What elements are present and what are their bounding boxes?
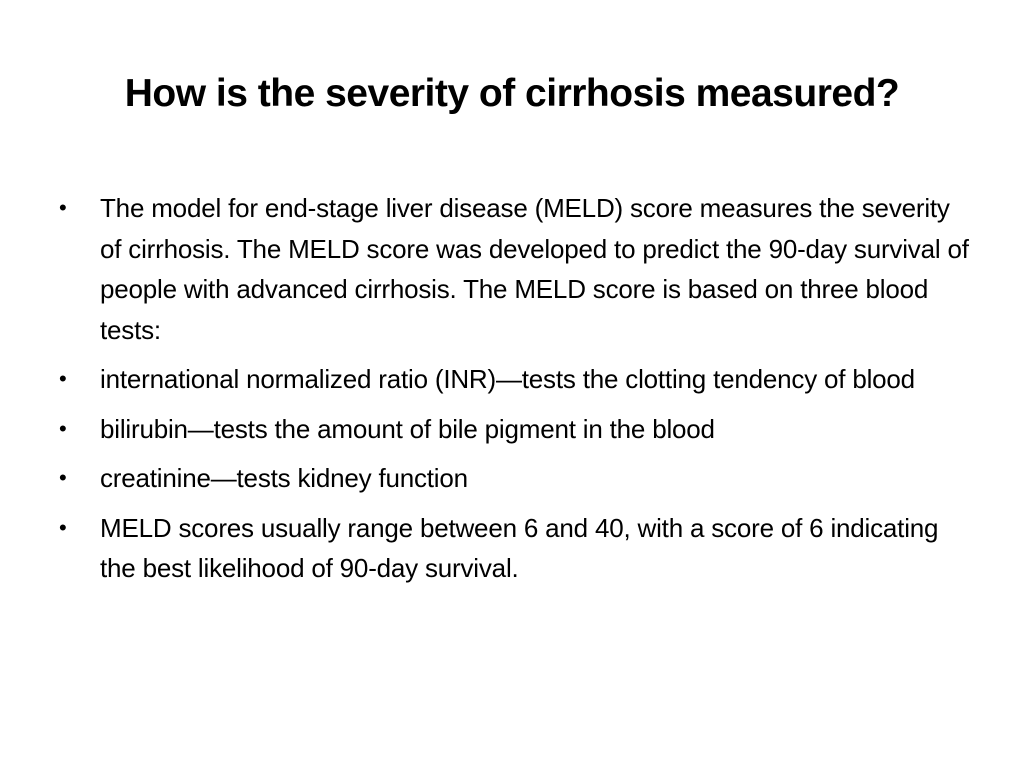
bullet-icon: • (59, 366, 67, 391)
bullet-item-bilirubin (56, 409, 976, 450)
bullet-item-score-range (56, 508, 976, 589)
bullet-text: MELD scores usually range between 6 and 40, with a score of 6 indicating the best likelihood of 90-day survival. (100, 512, 939, 583)
bullet-icon: • (59, 465, 67, 490)
bullet-text: bilirubin—tests the amount of bile pigment in the blood (100, 413, 715, 444)
bullet-icon: • (59, 195, 67, 220)
bullet-item-inr (56, 359, 976, 400)
slide-title: How is the severity of cirrhosis measured? (124, 72, 900, 115)
bullet-icon: • (59, 514, 67, 540)
bullet-list (56, 188, 976, 598)
bullet-icon: • (59, 415, 67, 441)
bullet-item-meld-intro (56, 188, 976, 350)
bullet-text: creatinine—tests kidney function (100, 463, 468, 493)
bullet-text: The model for end-stage liver disease (MELD) score measures the severity of cirrhosis. The MELD score was developed to predict the 90-day survival of people with advanced cirrhosis. The MELD score is based on three blood tests: (100, 193, 969, 345)
bullet-text: international normalized ratio (INR)—tests the clotting tendency of blood (100, 364, 915, 394)
bullet-item-creatinine (56, 458, 976, 499)
